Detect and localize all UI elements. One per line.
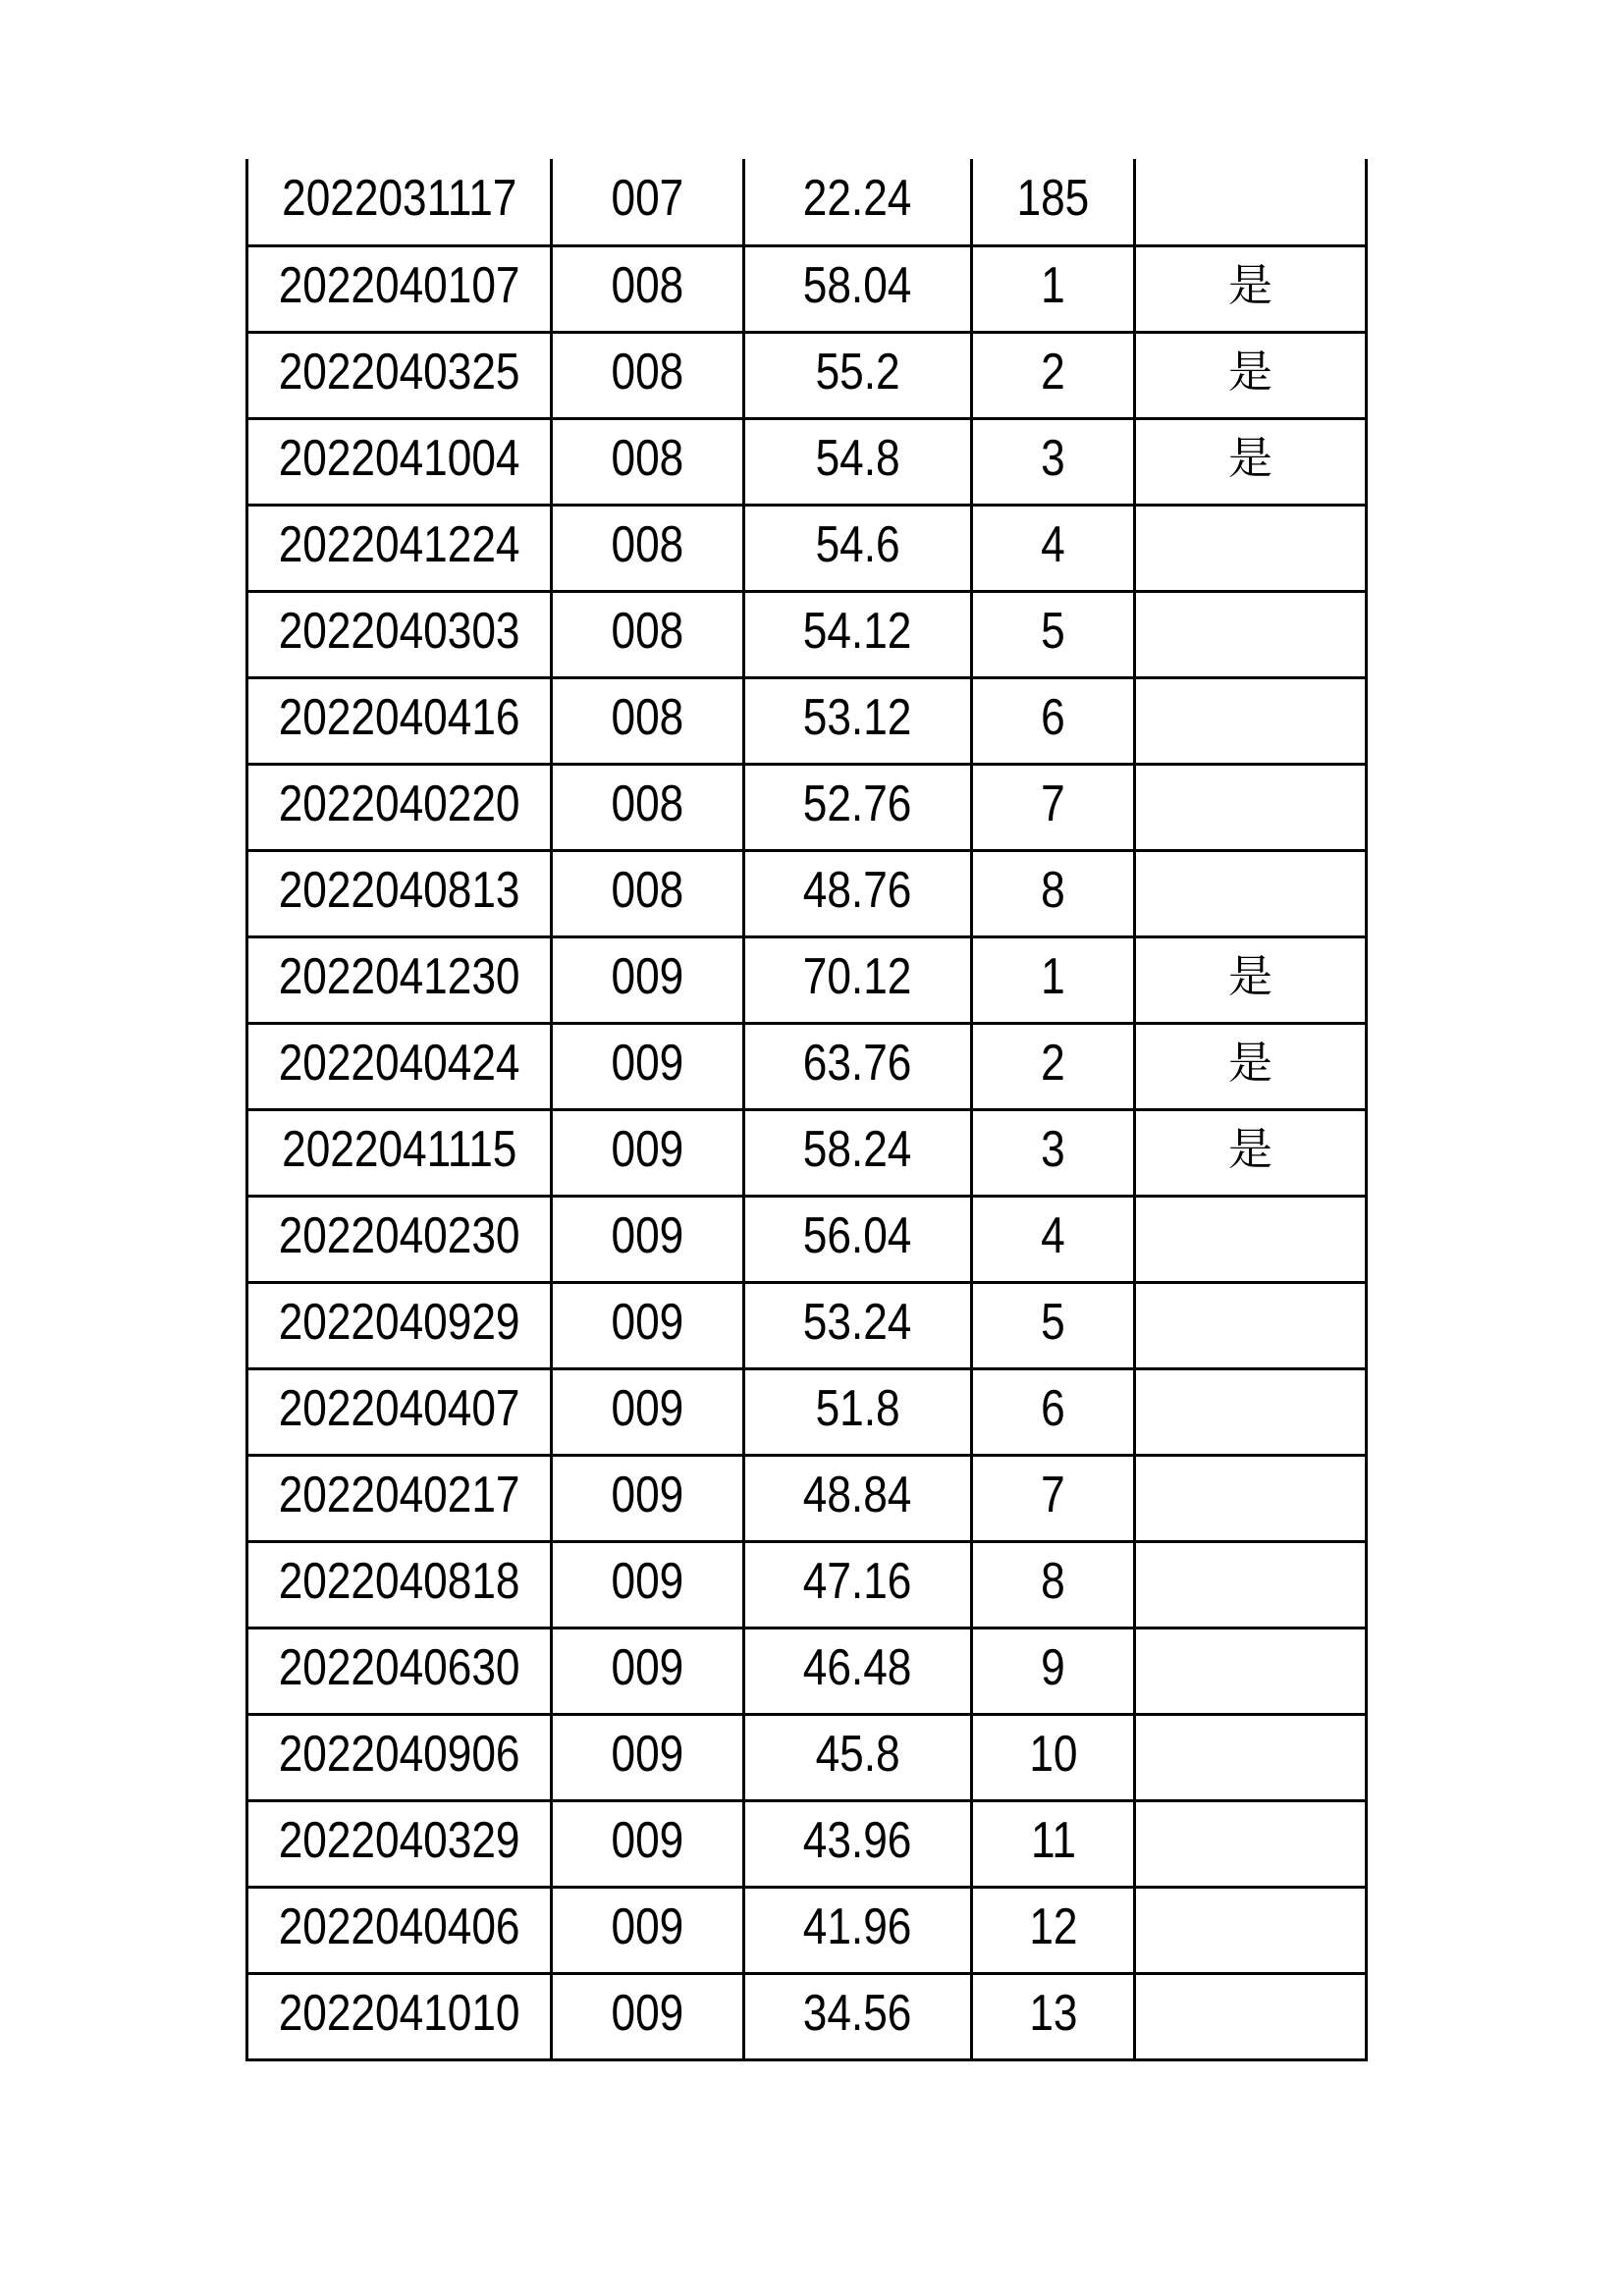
candidate-id-text: 2022040813 <box>278 862 520 919</box>
cell-candidate-id <box>247 1973 552 2059</box>
candidate-id-text: 2022040818 <box>278 1553 520 1610</box>
position-code-text: 008 <box>611 430 684 487</box>
table-row <box>247 1282 1367 1368</box>
candidate-id-text: 2022040906 <box>278 1726 520 1783</box>
cell-rank <box>972 159 1135 245</box>
candidate-id-text: 2022040303 <box>278 603 520 660</box>
cell-position-code <box>552 1368 744 1455</box>
rank-text: 13 <box>1028 1985 1078 2042</box>
score-text: 48.76 <box>803 862 912 919</box>
cell-position-code <box>552 1109 744 1196</box>
cell-position-code <box>552 1973 744 2059</box>
cell-candidate-id <box>247 159 552 245</box>
candidate-id-text: 2022041010 <box>278 1985 520 2042</box>
cell-shortlisted-mark <box>1135 1800 1367 1887</box>
score-text: 55.2 <box>815 344 900 400</box>
position-code-text: 008 <box>611 257 684 314</box>
rank-text: 4 <box>1041 516 1065 573</box>
cell-candidate-id <box>247 591 552 677</box>
shortlisted-mark-text: 是 <box>1227 260 1272 310</box>
table-row <box>247 1196 1367 1282</box>
table-row <box>247 850 1367 936</box>
table-row <box>247 1455 1367 1541</box>
cell-shortlisted-mark <box>1135 418 1367 505</box>
cell-shortlisted-mark <box>1135 1023 1367 1109</box>
cell-candidate-id <box>247 245 552 332</box>
cell-position-code <box>552 1541 744 1628</box>
cell-shortlisted-mark <box>1135 332 1367 418</box>
cell-shortlisted-mark <box>1135 1628 1367 1714</box>
table-row <box>247 1368 1367 1455</box>
cell-shortlisted-mark <box>1135 505 1367 591</box>
cell-shortlisted-mark <box>1135 1455 1367 1541</box>
cell-rank <box>972 936 1135 1023</box>
cell-score <box>744 1455 972 1541</box>
cell-shortlisted-mark <box>1135 159 1367 245</box>
candidate-id-text: 2022040217 <box>278 1467 520 1523</box>
rank-text: 3 <box>1041 1121 1065 1178</box>
cell-shortlisted-mark <box>1135 1196 1367 1282</box>
table-row <box>247 159 1367 245</box>
cell-candidate-id <box>247 1455 552 1541</box>
cell-rank <box>972 1196 1135 1282</box>
cell-position-code <box>552 332 744 418</box>
cell-candidate-id <box>247 1282 552 1368</box>
cell-position-code <box>552 850 744 936</box>
table-row <box>247 1714 1367 1800</box>
position-code-text: 008 <box>611 516 684 573</box>
cell-position-code <box>552 677 744 764</box>
position-code-text: 009 <box>611 1639 684 1696</box>
cell-rank <box>972 1368 1135 1455</box>
table-row <box>247 1541 1367 1628</box>
cell-score <box>744 1887 972 1973</box>
cell-rank <box>972 505 1135 591</box>
cell-score <box>744 332 972 418</box>
position-code-text: 008 <box>611 689 684 746</box>
cell-shortlisted-mark <box>1135 1282 1367 1368</box>
position-code-text: 009 <box>611 1207 684 1264</box>
cell-rank <box>972 1887 1135 1973</box>
table-row <box>247 936 1367 1023</box>
table-row <box>247 1109 1367 1196</box>
rank-text: 2 <box>1041 1035 1065 1092</box>
cell-position-code <box>552 418 744 505</box>
cell-candidate-id <box>247 1800 552 1887</box>
cell-shortlisted-mark <box>1135 936 1367 1023</box>
position-code-text: 008 <box>611 603 684 660</box>
cell-rank <box>972 332 1135 418</box>
rank-text: 5 <box>1041 1294 1065 1351</box>
candidate-id-text: 2022040329 <box>278 1812 520 1869</box>
candidate-id-text: 2022040230 <box>278 1207 520 1264</box>
score-text: 58.04 <box>803 257 912 314</box>
cell-position-code <box>552 764 744 850</box>
cell-score <box>744 1109 972 1196</box>
cell-shortlisted-mark <box>1135 1368 1367 1455</box>
position-code-text: 007 <box>611 170 684 228</box>
rank-text: 185 <box>1016 170 1090 228</box>
cell-score <box>744 418 972 505</box>
cell-rank <box>972 677 1135 764</box>
cell-rank <box>972 1714 1135 1800</box>
cell-position-code <box>552 1196 744 1282</box>
cell-candidate-id <box>247 1887 552 1973</box>
cell-rank <box>972 1541 1135 1628</box>
rank-text: 10 <box>1028 1726 1078 1783</box>
table-row <box>247 1973 1367 2059</box>
cell-shortlisted-mark <box>1135 1541 1367 1628</box>
score-text: 70.12 <box>803 948 912 1005</box>
cell-candidate-id <box>247 1368 552 1455</box>
rank-text: 1 <box>1041 257 1065 314</box>
cell-score <box>744 1541 972 1628</box>
table-row <box>247 591 1367 677</box>
position-code-text: 008 <box>611 344 684 400</box>
score-text: 47.16 <box>803 1553 912 1610</box>
position-code-text: 008 <box>611 775 684 832</box>
score-text: 54.12 <box>803 603 912 660</box>
rank-text: 9 <box>1041 1639 1065 1696</box>
cell-score <box>744 936 972 1023</box>
rank-text: 3 <box>1041 430 1065 487</box>
cell-candidate-id <box>247 1541 552 1628</box>
score-text: 63.76 <box>803 1035 912 1092</box>
candidate-id-text: 2022040107 <box>278 257 520 314</box>
score-text: 34.56 <box>803 1985 912 2042</box>
candidate-id-text: 2022040220 <box>278 775 520 832</box>
cell-candidate-id <box>247 677 552 764</box>
candidate-id-text: 2022040406 <box>278 1898 520 1955</box>
score-text: 43.96 <box>803 1812 912 1869</box>
cell-shortlisted-mark <box>1135 591 1367 677</box>
position-code-text: 008 <box>611 862 684 919</box>
cell-shortlisted-mark <box>1135 1714 1367 1800</box>
position-code-text: 009 <box>611 1467 684 1523</box>
cell-score <box>744 1282 972 1368</box>
candidate-id-text: 2022040416 <box>278 689 520 746</box>
score-text: 58.24 <box>803 1121 912 1178</box>
cell-rank <box>972 1282 1135 1368</box>
cell-score <box>744 1368 972 1455</box>
cell-rank <box>972 1109 1135 1196</box>
cell-rank <box>972 764 1135 850</box>
candidate-id-text: 2022041004 <box>278 430 520 487</box>
cell-shortlisted-mark <box>1135 1887 1367 1973</box>
rank-text: 7 <box>1041 1467 1065 1523</box>
candidate-id-text: 2022040424 <box>278 1035 520 1092</box>
cell-position-code <box>552 505 744 591</box>
table-row <box>247 1628 1367 1714</box>
position-code-text: 009 <box>611 1985 684 2042</box>
cell-position-code <box>552 159 744 245</box>
score-text: 45.8 <box>815 1726 900 1783</box>
cell-shortlisted-mark <box>1135 850 1367 936</box>
position-code-text: 009 <box>611 1553 684 1610</box>
rank-text: 6 <box>1041 689 1065 746</box>
cell-candidate-id <box>247 1196 552 1282</box>
cell-position-code <box>552 591 744 677</box>
candidate-id-text: 2022031117 <box>281 170 517 228</box>
cell-score <box>744 1973 972 2059</box>
position-code-text: 009 <box>611 1035 684 1092</box>
candidate-id-text: 2022041230 <box>278 948 520 1005</box>
candidate-id-text: 2022040407 <box>278 1380 520 1437</box>
cell-score <box>744 1628 972 1714</box>
rank-text: 12 <box>1028 1898 1078 1955</box>
rank-text: 8 <box>1041 1553 1065 1610</box>
table-row <box>247 245 1367 332</box>
rank-text: 2 <box>1041 344 1065 400</box>
cell-rank <box>972 850 1135 936</box>
candidate-id-text: 2022041115 <box>281 1121 517 1178</box>
rank-text: 4 <box>1041 1207 1065 1264</box>
score-text: 46.48 <box>803 1639 912 1696</box>
cell-rank <box>972 1628 1135 1714</box>
position-code-text: 009 <box>611 1726 684 1783</box>
cell-score <box>744 245 972 332</box>
cell-score <box>744 1023 972 1109</box>
cell-candidate-id <box>247 418 552 505</box>
cell-shortlisted-mark <box>1135 245 1367 332</box>
rank-text: 6 <box>1041 1380 1065 1437</box>
rank-text: 1 <box>1041 948 1065 1005</box>
cell-candidate-id <box>247 850 552 936</box>
table-row <box>247 1023 1367 1109</box>
cell-position-code <box>552 245 744 332</box>
cell-position-code <box>552 936 744 1023</box>
cell-position-code <box>552 1282 744 1368</box>
cell-candidate-id <box>247 1628 552 1714</box>
cell-position-code <box>552 1800 744 1887</box>
shortlisted-mark-text: 是 <box>1227 1124 1272 1174</box>
cell-position-code <box>552 1714 744 1800</box>
table-row <box>247 1800 1367 1887</box>
score-text: 53.12 <box>803 689 912 746</box>
cell-score <box>744 591 972 677</box>
table-row <box>247 677 1367 764</box>
shortlisted-mark-text: 是 <box>1227 347 1272 397</box>
score-text: 22.24 <box>803 170 912 228</box>
cell-candidate-id <box>247 332 552 418</box>
position-code-text: 009 <box>611 948 684 1005</box>
score-text: 52.76 <box>803 775 912 832</box>
candidate-id-text: 2022040325 <box>278 344 520 400</box>
rank-text: 11 <box>1030 1812 1076 1869</box>
score-text: 51.8 <box>815 1380 900 1437</box>
cell-shortlisted-mark <box>1135 764 1367 850</box>
cell-score <box>744 1800 972 1887</box>
table-row <box>247 418 1367 505</box>
rank-text: 5 <box>1041 603 1065 660</box>
cell-candidate-id <box>247 1023 552 1109</box>
cell-rank <box>972 1800 1135 1887</box>
cell-shortlisted-mark <box>1135 1109 1367 1196</box>
score-text: 41.96 <box>803 1898 912 1955</box>
candidate-id-text: 2022041224 <box>278 516 520 573</box>
cell-position-code <box>552 1628 744 1714</box>
cell-position-code <box>552 1023 744 1109</box>
cell-rank <box>972 1023 1135 1109</box>
cell-rank <box>972 1973 1135 2059</box>
table-row <box>247 332 1367 418</box>
cell-score <box>744 850 972 936</box>
shortlisted-mark-text: 是 <box>1227 951 1272 1001</box>
cell-shortlisted-mark <box>1135 677 1367 764</box>
cell-position-code <box>552 1887 744 1973</box>
score-text: 53.24 <box>803 1294 912 1351</box>
position-code-text: 009 <box>611 1898 684 1955</box>
cell-rank <box>972 591 1135 677</box>
table-row <box>247 505 1367 591</box>
cell-rank <box>972 1455 1135 1541</box>
shortlisted-mark-text: 是 <box>1227 1038 1272 1088</box>
rank-text: 7 <box>1041 775 1065 832</box>
candidate-id-text: 2022040929 <box>278 1294 520 1351</box>
cell-candidate-id <box>247 1109 552 1196</box>
cell-score <box>744 1714 972 1800</box>
score-text: 48.84 <box>803 1467 912 1523</box>
cell-position-code <box>552 1455 744 1541</box>
cell-candidate-id <box>247 505 552 591</box>
position-code-text: 009 <box>611 1380 684 1437</box>
position-code-text: 009 <box>611 1294 684 1351</box>
rank-text: 8 <box>1041 862 1065 919</box>
cell-candidate-id <box>247 1714 552 1800</box>
cell-score <box>744 764 972 850</box>
table-row <box>247 1887 1367 1973</box>
cell-rank <box>972 418 1135 505</box>
cell-shortlisted-mark <box>1135 1973 1367 2059</box>
score-text: 56.04 <box>803 1207 912 1264</box>
shortlisted-mark-text: 是 <box>1227 433 1272 483</box>
cell-rank <box>972 245 1135 332</box>
score-table <box>245 159 1368 2061</box>
position-code-text: 009 <box>611 1812 684 1869</box>
cell-score <box>744 677 972 764</box>
cell-candidate-id <box>247 936 552 1023</box>
cell-score <box>744 505 972 591</box>
score-text: 54.8 <box>815 430 900 487</box>
candidate-id-text: 2022040630 <box>278 1639 520 1696</box>
table-row <box>247 764 1367 850</box>
position-code-text: 009 <box>611 1121 684 1178</box>
cell-score <box>744 1196 972 1282</box>
cell-score <box>744 159 972 245</box>
score-text: 54.6 <box>815 516 900 573</box>
cell-candidate-id <box>247 764 552 850</box>
